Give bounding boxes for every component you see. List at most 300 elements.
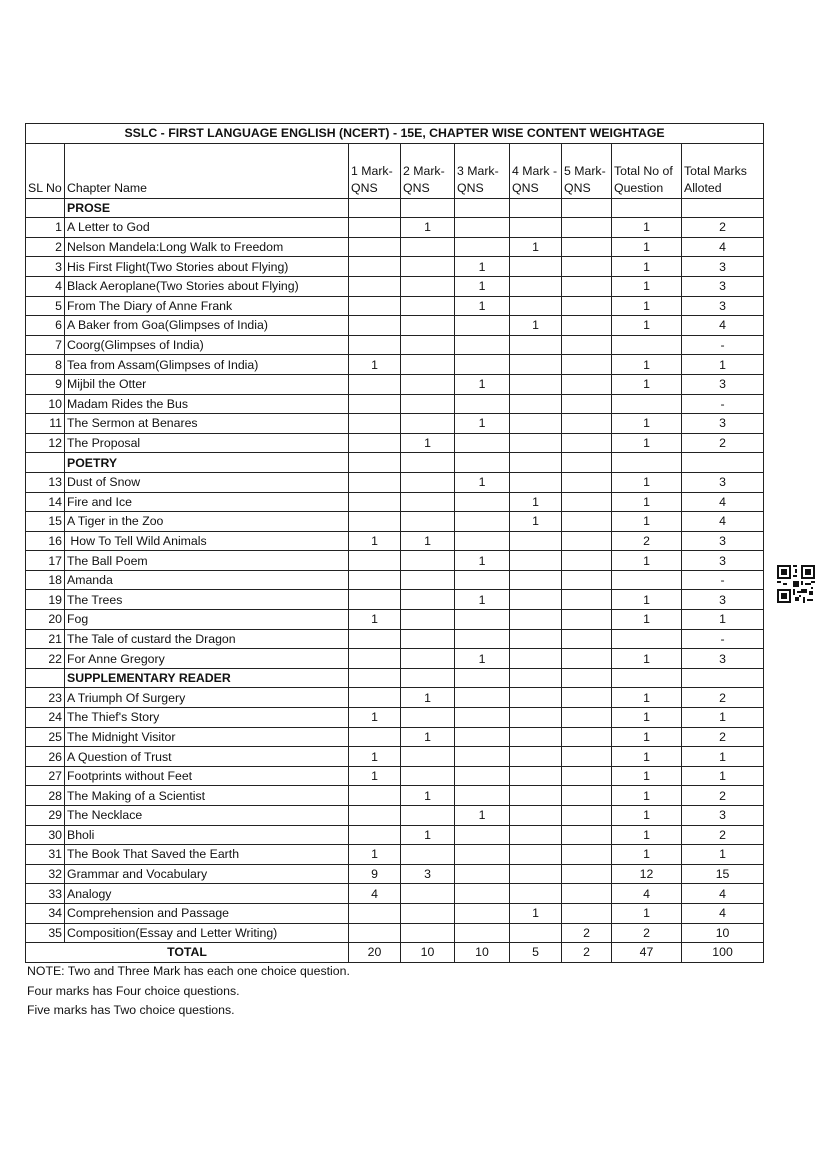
chapter-name-cell: His First Flight(Two Stories about Flying) (65, 257, 349, 277)
chapter-name-cell: The Tale of custard the Dragon (65, 629, 349, 649)
section-sl-cell (26, 453, 65, 473)
2-mark-cell (401, 806, 455, 826)
chapter-name-cell: Dust of Snow (65, 472, 349, 492)
chapter-name-cell: Nelson Mandela:Long Walk to Freedom (65, 237, 349, 257)
chapter-name-cell: A Tiger in the Zoo (65, 512, 349, 532)
chapter-name-cell: Footprints without Feet (65, 766, 349, 786)
total-marks-cell: - (682, 335, 764, 355)
sl-no-cell: 34 (26, 903, 65, 923)
2-mark-cell (401, 845, 455, 865)
2-mark-cell (401, 276, 455, 296)
sl-no-cell: 12 (26, 433, 65, 453)
4-mark-cell (510, 825, 562, 845)
chapter-name-cell: The Making of a Scientist (65, 786, 349, 806)
total-marks-cell: 3 (682, 649, 764, 669)
1-mark-cell (349, 257, 401, 277)
2-mark-cell: 1 (401, 433, 455, 453)
sl-no-cell: 11 (26, 414, 65, 434)
sl-no-cell: 19 (26, 590, 65, 610)
2-mark-cell: 1 (401, 825, 455, 845)
total-questions-cell: 2 (612, 531, 682, 551)
1-mark-cell (349, 629, 401, 649)
empty-cell (401, 668, 455, 688)
2-mark-cell (401, 237, 455, 257)
table-row (26, 923, 764, 943)
total-2-mark: 10 (401, 943, 455, 963)
3-mark-cell: 1 (455, 374, 510, 394)
total-marks-cell: 3 (682, 472, 764, 492)
total-questions-cell: 1 (612, 472, 682, 492)
total-marks-cell: 1 (682, 355, 764, 375)
2-mark-cell (401, 374, 455, 394)
5-mark-cell (562, 276, 612, 296)
total-marks-cell: - (682, 570, 764, 590)
3-mark-cell (455, 864, 510, 884)
total-questions-cell: 1 (612, 218, 682, 238)
total-3-mark: 10 (455, 943, 510, 963)
sl-no-cell: 30 (26, 825, 65, 845)
1-mark-cell (349, 296, 401, 316)
note-line: Five marks has Two choice questions. (27, 1003, 235, 1018)
sl-no-cell: 13 (26, 472, 65, 492)
1-mark-cell: 4 (349, 884, 401, 904)
3-mark-cell (455, 708, 510, 728)
4-mark-cell (510, 590, 562, 610)
table-row (26, 296, 764, 316)
total-questions-cell: 1 (612, 766, 682, 786)
5-mark-cell (562, 512, 612, 532)
table-row (26, 257, 764, 277)
total-marks-cell: 2 (682, 727, 764, 747)
1-mark-cell (349, 512, 401, 532)
total-questions-cell: 1 (612, 257, 682, 277)
1-mark-cell (349, 433, 401, 453)
table-row (26, 551, 764, 571)
sl-no-cell: 5 (26, 296, 65, 316)
4-mark-cell (510, 218, 562, 238)
3-mark-cell (455, 531, 510, 551)
sl-no-cell: 33 (26, 884, 65, 904)
chapter-name-cell: The Midnight Visitor (65, 727, 349, 747)
sl-no-cell: 17 (26, 551, 65, 571)
sl-no-cell: 7 (26, 335, 65, 355)
3-mark-cell (455, 786, 510, 806)
qr-code-icon (777, 565, 815, 603)
table-row (26, 629, 764, 649)
chapter-name-cell: The Necklace (65, 806, 349, 826)
3-mark-cell (455, 825, 510, 845)
total-marks-cell: 2 (682, 688, 764, 708)
sl-no-cell: 16 (26, 531, 65, 551)
total-label: TOTAL (26, 943, 349, 963)
sl-no-cell: 18 (26, 570, 65, 590)
1-mark-cell: 1 (349, 766, 401, 786)
4-mark-cell: 1 (510, 492, 562, 512)
3-mark-cell: 1 (455, 257, 510, 277)
total-questions-cell: 1 (612, 708, 682, 728)
sl-no-cell: 25 (26, 727, 65, 747)
empty-cell (401, 453, 455, 473)
total-questions-cell: 1 (612, 747, 682, 767)
1-mark-cell: 1 (349, 610, 401, 630)
total-marks-cell: 4 (682, 492, 764, 512)
section-heading: PROSE (65, 198, 349, 218)
table-row (26, 727, 764, 747)
3-mark-cell (455, 394, 510, 414)
total-marks-cell: 3 (682, 414, 764, 434)
5-mark-cell (562, 551, 612, 571)
total-questions-cell: 1 (612, 610, 682, 630)
1-mark-cell (349, 570, 401, 590)
total-marks-cell: 1 (682, 747, 764, 767)
chapter-name-cell: Tea from Assam(Glimpses of India) (65, 355, 349, 375)
chapter-name-cell: Madam Rides the Bus (65, 394, 349, 414)
chapter-name-cell: How To Tell Wild Animals (65, 531, 349, 551)
4-mark-cell (510, 610, 562, 630)
1-mark-cell (349, 374, 401, 394)
2-mark-cell (401, 335, 455, 355)
total-questions-cell (612, 335, 682, 355)
4-mark-cell (510, 335, 562, 355)
header-1-mark: 1 Mark- QNS (349, 143, 401, 198)
4-mark-cell (510, 394, 562, 414)
empty-cell (401, 198, 455, 218)
empty-cell (612, 453, 682, 473)
table-row (26, 394, 764, 414)
table-row (26, 570, 764, 590)
section-heading: POETRY (65, 453, 349, 473)
total-questions-cell: 1 (612, 237, 682, 257)
sl-no-cell: 32 (26, 864, 65, 884)
1-mark-cell: 1 (349, 355, 401, 375)
1-mark-cell (349, 492, 401, 512)
4-mark-cell (510, 551, 562, 571)
empty-cell (562, 668, 612, 688)
2-mark-cell (401, 472, 455, 492)
table-row (26, 786, 764, 806)
2-mark-cell (401, 492, 455, 512)
table-row (26, 276, 764, 296)
chapter-name-cell: Fog (65, 610, 349, 630)
section-row (26, 198, 764, 218)
total-marks-cell: 3 (682, 531, 764, 551)
sl-no-cell: 22 (26, 649, 65, 669)
4-mark-cell (510, 629, 562, 649)
1-mark-cell: 9 (349, 864, 401, 884)
5-mark-cell (562, 786, 612, 806)
total-marks-cell: 4 (682, 512, 764, 532)
empty-cell (510, 198, 562, 218)
table-row (26, 590, 764, 610)
4-mark-cell (510, 708, 562, 728)
chapter-name-cell: The Sermon at Benares (65, 414, 349, 434)
5-mark-cell (562, 610, 612, 630)
total-questions-cell (612, 629, 682, 649)
header-chapter: Chapter Name (65, 143, 349, 198)
sl-no-cell: 29 (26, 806, 65, 826)
total-marks-cell: 1 (682, 610, 764, 630)
5-mark-cell (562, 570, 612, 590)
weightage-table (25, 123, 764, 963)
header-2-mark: 2 Mark- QNS (401, 143, 455, 198)
sl-no-cell: 8 (26, 355, 65, 375)
3-mark-cell (455, 355, 510, 375)
total-questions-cell: 1 (612, 825, 682, 845)
table-row (26, 884, 764, 904)
3-mark-cell (455, 903, 510, 923)
empty-cell (455, 198, 510, 218)
total-questions-cell: 2 (612, 923, 682, 943)
weightage-sheet (25, 123, 764, 963)
2-mark-cell (401, 512, 455, 532)
4-mark-cell (510, 727, 562, 747)
total-marks-cell: - (682, 629, 764, 649)
chapter-name-cell: The Ball Poem (65, 551, 349, 571)
2-mark-cell (401, 551, 455, 571)
table-row (26, 492, 764, 512)
4-mark-cell: 1 (510, 237, 562, 257)
empty-cell (682, 668, 764, 688)
total-marks-cell: 3 (682, 296, 764, 316)
1-mark-cell (349, 237, 401, 257)
total-questions-cell: 1 (612, 688, 682, 708)
total-questions-cell: 1 (612, 296, 682, 316)
5-mark-cell (562, 884, 612, 904)
sl-no-cell: 3 (26, 257, 65, 277)
3-mark-cell: 1 (455, 551, 510, 571)
header-row (26, 143, 764, 198)
empty-cell (612, 198, 682, 218)
4-mark-cell (510, 766, 562, 786)
total-marks-cell: 1 (682, 708, 764, 728)
5-mark-cell (562, 590, 612, 610)
2-mark-cell (401, 257, 455, 277)
2-mark-cell (401, 747, 455, 767)
table-row (26, 766, 764, 786)
3-mark-cell (455, 433, 510, 453)
empty-cell (510, 668, 562, 688)
total-questions-cell: 1 (612, 786, 682, 806)
total-marks-cell: 2 (682, 218, 764, 238)
header-total-marks: Total Marks Alloted (682, 143, 764, 198)
table-row (26, 688, 764, 708)
chapter-name-cell: Grammar and Vocabulary (65, 864, 349, 884)
table-row (26, 433, 764, 453)
5-mark-cell (562, 355, 612, 375)
sl-no-cell: 20 (26, 610, 65, 630)
1-mark-cell (349, 551, 401, 571)
4-mark-cell (510, 649, 562, 669)
4-mark-cell (510, 747, 562, 767)
3-mark-cell (455, 884, 510, 904)
header-5-mark: 5 Mark- QNS (562, 143, 612, 198)
2-mark-cell (401, 570, 455, 590)
table-row (26, 472, 764, 492)
note-line: Four marks has Four choice questions. (27, 983, 240, 998)
empty-cell (349, 668, 401, 688)
sl-no-cell: 10 (26, 394, 65, 414)
2-mark-cell: 3 (401, 864, 455, 884)
total-questions-cell: 1 (612, 806, 682, 826)
total-row (26, 943, 764, 963)
total-marks-cell: 2 (682, 825, 764, 845)
5-mark-cell (562, 374, 612, 394)
table-row (26, 414, 764, 434)
total-1-mark: 20 (349, 943, 401, 963)
title-row (26, 124, 764, 144)
2-mark-cell (401, 296, 455, 316)
sl-no-cell: 14 (26, 492, 65, 512)
chapter-name-cell: Comprehension and Passage (65, 903, 349, 923)
sl-no-cell: 1 (26, 218, 65, 238)
1-mark-cell (349, 335, 401, 355)
5-mark-cell: 2 (562, 923, 612, 943)
1-mark-cell: 1 (349, 747, 401, 767)
1-mark-cell (349, 316, 401, 336)
total-5-mark: 2 (562, 943, 612, 963)
5-mark-cell (562, 629, 612, 649)
table-row (26, 825, 764, 845)
total-questions-cell: 1 (612, 433, 682, 453)
1-mark-cell (349, 218, 401, 238)
4-mark-cell (510, 570, 562, 590)
table-row (26, 335, 764, 355)
total-marks: 100 (682, 943, 764, 963)
chapter-name-cell: The Proposal (65, 433, 349, 453)
1-mark-cell (349, 414, 401, 434)
section-sl-cell (26, 198, 65, 218)
4-mark-cell: 1 (510, 903, 562, 923)
4-mark-cell (510, 531, 562, 551)
4-mark-cell (510, 296, 562, 316)
1-mark-cell (349, 727, 401, 747)
sl-no-cell: 9 (26, 374, 65, 394)
3-mark-cell (455, 218, 510, 238)
total-questions-cell: 1 (612, 649, 682, 669)
5-mark-cell (562, 903, 612, 923)
3-mark-cell (455, 512, 510, 532)
table-row (26, 512, 764, 532)
empty-cell (612, 668, 682, 688)
sl-no-cell: 2 (26, 237, 65, 257)
notes (27, 962, 350, 1021)
total-marks-cell: 15 (682, 864, 764, 884)
table-row (26, 374, 764, 394)
5-mark-cell (562, 688, 612, 708)
5-mark-cell (562, 492, 612, 512)
total-marks-cell: 2 (682, 433, 764, 453)
2-mark-cell (401, 610, 455, 630)
1-mark-cell (349, 649, 401, 669)
total-marks-cell: 3 (682, 806, 764, 826)
4-mark-cell: 1 (510, 512, 562, 532)
total-marks-cell: 3 (682, 276, 764, 296)
table-row (26, 903, 764, 923)
empty-cell (682, 453, 764, 473)
table-row (26, 531, 764, 551)
3-mark-cell: 1 (455, 590, 510, 610)
table-row (26, 806, 764, 826)
sl-no-cell: 31 (26, 845, 65, 865)
table-row (26, 237, 764, 257)
empty-cell (510, 453, 562, 473)
1-mark-cell (349, 923, 401, 943)
total-marks-cell: 4 (682, 237, 764, 257)
chapter-name-cell: Coorg(Glimpses of India) (65, 335, 349, 355)
total-marks-cell: 2 (682, 786, 764, 806)
chapter-name-cell: The Book That Saved the Earth (65, 845, 349, 865)
5-mark-cell (562, 766, 612, 786)
empty-cell (682, 198, 764, 218)
2-mark-cell (401, 766, 455, 786)
total-marks-cell: - (682, 394, 764, 414)
sl-no-cell: 23 (26, 688, 65, 708)
total-marks-cell: 1 (682, 845, 764, 865)
chapter-name-cell: From The Diary of Anne Frank (65, 296, 349, 316)
chapter-name-cell: The Thief's Story (65, 708, 349, 728)
3-mark-cell: 1 (455, 806, 510, 826)
3-mark-cell (455, 688, 510, 708)
3-mark-cell (455, 237, 510, 257)
table-row (26, 845, 764, 865)
total-marks-cell: 3 (682, 590, 764, 610)
empty-cell (349, 453, 401, 473)
table-row (26, 649, 764, 669)
5-mark-cell (562, 472, 612, 492)
2-mark-cell (401, 629, 455, 649)
header-3-mark: 3 Mark- QNS (455, 143, 510, 198)
2-mark-cell: 1 (401, 218, 455, 238)
table-title: SSLC - FIRST LANGUAGE ENGLISH (NCERT) - 15E, CHAPTER WISE CONTENT WEIGHTAGE (26, 124, 764, 144)
1-mark-cell: 1 (349, 531, 401, 551)
4-mark-cell (510, 864, 562, 884)
4-mark-cell (510, 355, 562, 375)
3-mark-cell: 1 (455, 296, 510, 316)
total-marks-cell: 3 (682, 257, 764, 277)
2-mark-cell (401, 590, 455, 610)
3-mark-cell (455, 570, 510, 590)
chapter-name-cell: Composition(Essay and Letter Writing) (65, 923, 349, 943)
table-row (26, 610, 764, 630)
table-row (26, 864, 764, 884)
3-mark-cell: 1 (455, 649, 510, 669)
1-mark-cell (349, 472, 401, 492)
3-mark-cell (455, 727, 510, 747)
chapter-name-cell: The Trees (65, 590, 349, 610)
5-mark-cell (562, 531, 612, 551)
total-questions-cell: 12 (612, 864, 682, 884)
1-mark-cell (349, 590, 401, 610)
2-mark-cell (401, 394, 455, 414)
1-mark-cell (349, 786, 401, 806)
chapter-name-cell: Mijbil the Otter (65, 374, 349, 394)
total-questions-cell: 1 (612, 316, 682, 336)
chapter-name-cell: A Baker from Goa(Glimpses of India) (65, 316, 349, 336)
total-4-mark: 5 (510, 943, 562, 963)
4-mark-cell (510, 472, 562, 492)
chapter-name-cell: A Letter to God (65, 218, 349, 238)
2-mark-cell (401, 316, 455, 336)
chapter-name-cell: A Question of Trust (65, 747, 349, 767)
5-mark-cell (562, 825, 612, 845)
5-mark-cell (562, 806, 612, 826)
total-questions-cell: 1 (612, 492, 682, 512)
header-total-questions: Total No of Question (612, 143, 682, 198)
5-mark-cell (562, 394, 612, 414)
5-mark-cell (562, 747, 612, 767)
chapter-name-cell: Fire and Ice (65, 492, 349, 512)
sl-no-cell: 27 (26, 766, 65, 786)
